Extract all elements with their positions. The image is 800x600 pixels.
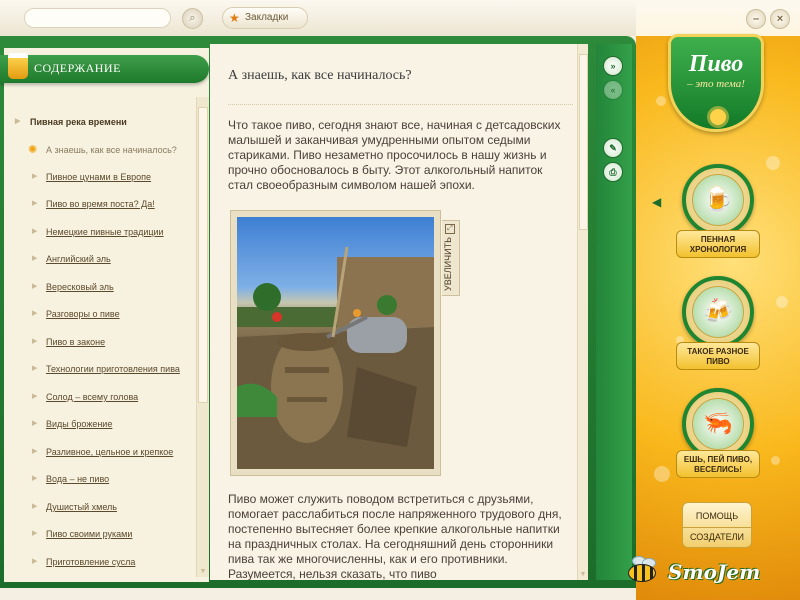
logo-subtitle: – это тема! <box>687 78 745 90</box>
prev-page-button[interactable] <box>603 80 623 100</box>
arrow-right-icon: ▶ <box>32 558 38 565</box>
toc-title: СОДЕРЖАНИЕ <box>34 61 121 75</box>
section-button-beer-types[interactable] <box>682 276 754 348</box>
toc-scrollbar[interactable] <box>196 97 209 577</box>
search-input[interactable] <box>24 8 171 28</box>
arrow-right-icon: ▶ <box>15 118 21 125</box>
edit-button[interactable] <box>603 138 623 158</box>
toc-item[interactable] <box>10 557 200 573</box>
close-icon: × <box>776 13 784 25</box>
help-button[interactable]: ПОМОЩЬ <box>683 503 751 528</box>
toc-item[interactable] <box>10 474 200 490</box>
toc-item-label: Технологии приготовления пива <box>46 364 180 374</box>
section-label-chronology[interactable]: ПЕННАЯ ХРОНОЛОГИЯ <box>676 230 760 258</box>
toc-item[interactable] <box>10 337 200 353</box>
article-title: А знаешь, как все начиналось? <box>228 68 412 83</box>
scroll-down-icon[interactable]: ▼ <box>579 571 587 578</box>
toc-item-label: Пиво в законе <box>46 337 106 347</box>
toc-header <box>0 55 209 83</box>
arrow-right-icon: ▶ <box>32 338 38 345</box>
toc-item-label: Виды брожение <box>46 419 113 429</box>
close-button[interactable] <box>770 9 790 29</box>
beer-glass-icon: 🍻 <box>692 286 744 338</box>
toc-item-label: Солод – всему голова <box>46 392 139 402</box>
content-scrollbar[interactable] <box>577 44 588 580</box>
toc-scroll-thumb[interactable] <box>198 107 208 403</box>
arrow-right-icon: ▶ <box>32 228 38 235</box>
article-content <box>210 44 588 580</box>
toc-item[interactable] <box>10 364 200 380</box>
arrow-right-icon: ▶ <box>32 503 38 510</box>
creators-button[interactable]: СОЗДАТЕЛИ <box>689 532 744 542</box>
beer-mug-icon <box>8 53 28 79</box>
toc-item-label: Вода – не пиво <box>46 474 110 484</box>
brand-logo: SmoJem <box>668 560 761 584</box>
fast-forward-icon: » <box>610 61 616 71</box>
section-label-eat-drink[interactable]: ЕШЬ, ПЕЙ ПИВО, ВЕСЕЛИСЬ! <box>676 450 760 478</box>
toc-item-label: А знаешь, как все начиналось? <box>46 145 177 155</box>
pencil-icon: ✎ <box>609 143 617 153</box>
arrow-right-icon: ▶ <box>32 475 38 482</box>
toc-item[interactable] <box>10 529 200 545</box>
toc-item[interactable] <box>10 309 200 325</box>
photo-frame <box>230 210 441 476</box>
tool-strip <box>596 44 632 580</box>
arrow-right-icon: ▶ <box>32 255 38 262</box>
toc-item[interactable] <box>10 419 200 435</box>
zoom-button[interactable] <box>442 220 460 296</box>
bee-icon <box>620 556 660 586</box>
next-page-button[interactable] <box>603 56 623 76</box>
article-paragraph: Что такое пиво, сегодня знают все, начиная с детсадовских малышей и заканчивая умудренными опытом седыми стариками. Пиво незаметно просочилось в нашу жизнь и прочно обосновалось в быту. Этот алкогольный напиток стал своеобразным символом нашей эпохи. <box>228 118 561 192</box>
section-button-chronology[interactable] <box>682 164 754 236</box>
toc-section-label: Пивная река времени <box>30 117 127 127</box>
expand-icon: ⤢ <box>445 224 455 234</box>
toc-item-label: Английский эль <box>46 254 111 264</box>
photo-illustration <box>237 217 434 469</box>
arrow-right-icon: ▶ <box>32 448 38 455</box>
sun-icon <box>710 109 726 125</box>
toc-item-label: Пиво своими руками <box>46 529 133 539</box>
toc-item-label: Разливное, цельное и крепкое <box>46 447 174 457</box>
logo-shield <box>668 34 764 132</box>
toc-item[interactable] <box>10 502 200 518</box>
arrow-right-icon: ▶ <box>32 420 38 427</box>
toc-item[interactable] <box>10 282 200 298</box>
toc-item[interactable] <box>10 172 200 188</box>
search-button[interactable] <box>182 8 203 29</box>
toc-item[interactable] <box>10 227 200 243</box>
toc-item-label: Пивное цунами в Европе <box>46 172 152 182</box>
bookmarks-label: Закладки <box>245 12 289 23</box>
toc-item[interactable] <box>10 254 200 270</box>
toc-item-label: Душистый хмель <box>46 502 117 512</box>
arrow-right-icon: ▶ <box>32 283 38 290</box>
rewind-icon: « <box>610 85 616 95</box>
toc-item[interactable] <box>10 392 200 408</box>
toc-item-active[interactable] <box>10 145 200 161</box>
arrow-right-icon: ▶ <box>32 530 38 537</box>
printer-icon: ⎙ <box>609 167 617 177</box>
toc-item[interactable] <box>10 199 200 215</box>
arrow-right-icon: ▶ <box>32 173 38 180</box>
logo-title: Пиво <box>688 51 744 77</box>
section-label-beer-types[interactable]: ТАКОЕ РАЗНОЕ ПИВО <box>676 342 760 370</box>
article-photo <box>237 217 434 469</box>
help-panel <box>682 502 752 548</box>
bookmarks-button[interactable] <box>222 7 308 29</box>
toc-item-label: Разговоры о пиве <box>46 309 120 319</box>
minimize-icon: – <box>752 13 760 25</box>
beer-snack-icon: 🦐 <box>692 398 744 450</box>
beer-bottles-icon: 🍺 <box>692 174 744 226</box>
arrow-right-icon: ▶ <box>32 393 38 400</box>
article-paragraph: Пиво может служить поводом встретиться с друзьями, помогает расслабиться после напряженного трудового дня, постепенно вытесняет более крепкие алкогольные напитки на праздничных столах. На сегодняшний день сторонники пива так же многочисленны, как и его противники. Разумеется, нельзя сказать, что пиво <box>228 492 562 580</box>
title-divider <box>228 104 573 105</box>
sun-icon: ✺ <box>28 144 38 156</box>
content-scroll-thumb[interactable] <box>579 54 588 230</box>
toc-item-label: Немецкие пивные традиции <box>46 227 164 237</box>
scroll-down-icon[interactable]: ▼ <box>199 568 207 575</box>
arrow-left-icon[interactable]: ◀ <box>652 195 662 209</box>
star-icon: ★ <box>229 11 240 25</box>
minimize-button[interactable] <box>746 9 766 29</box>
toc-section[interactable] <box>10 117 127 127</box>
search-icon: ⌕ <box>189 12 196 24</box>
toc-item-label: Вересковый эль <box>46 282 114 292</box>
arrow-right-icon: ▶ <box>32 365 38 372</box>
arrow-right-icon: ▶ <box>32 310 38 317</box>
print-button[interactable] <box>603 162 623 182</box>
arrow-right-icon: ▶ <box>32 200 38 207</box>
toc-item-label: Пиво во время поста? Да! <box>46 199 155 209</box>
toc-item[interactable] <box>10 447 200 463</box>
zoom-label: УВЕЛИЧИТЬ <box>443 237 453 291</box>
toc-item-label: Приготовление сусла <box>46 557 136 567</box>
